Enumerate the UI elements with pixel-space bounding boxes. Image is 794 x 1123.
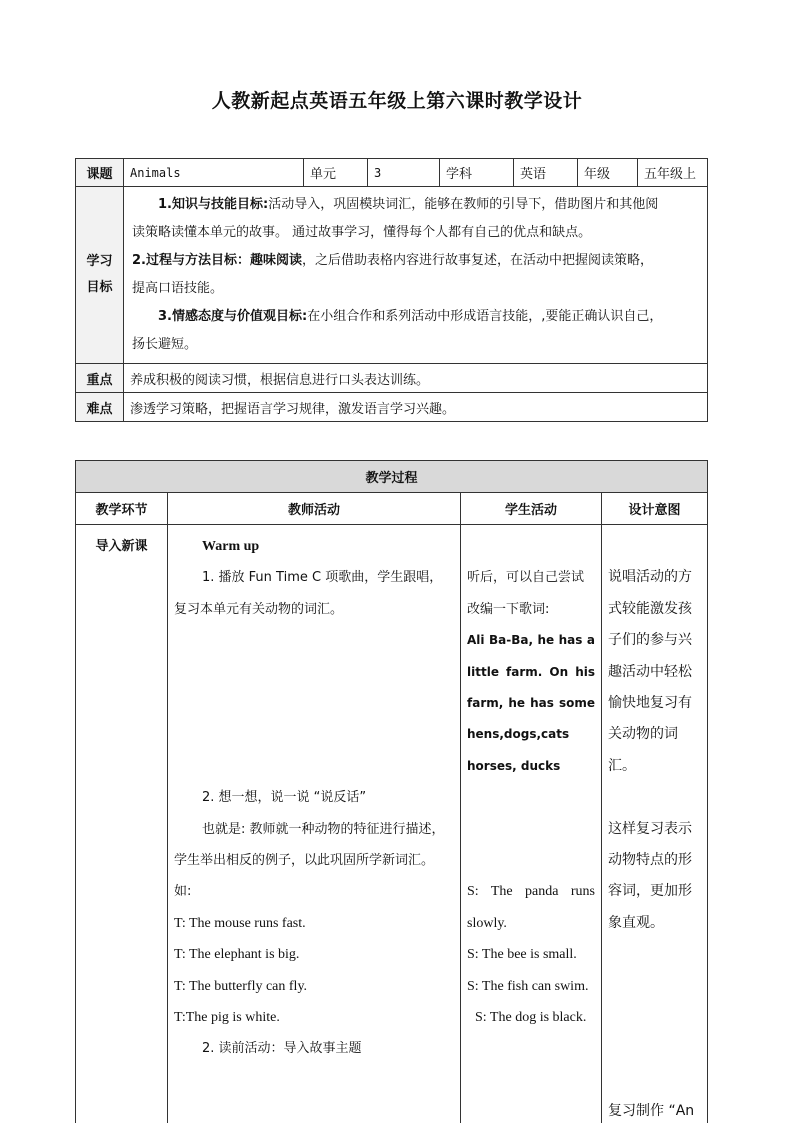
process-header: 教学过程	[76, 461, 708, 493]
goal-1	[132, 191, 699, 219]
difficulty-label: 难点	[76, 393, 124, 422]
grade-value: 五年级上	[638, 159, 708, 187]
intent-1: 说唱活动的方式较能激发孩子们的参与兴趣活动中轻松愉快地复习有关动物的词汇。	[608, 569, 692, 774]
teacher-line-1a: 1. 播放 Fun Time C 项歌曲，学生跟唱，	[202, 570, 443, 586]
grade-label: 年级	[578, 159, 638, 187]
student-line-1: 听后，可以自己尝试	[467, 570, 585, 586]
page-title: 人教新起点英语五年级上第六课时教学设计	[211, 90, 583, 112]
goal-3-cont: 扬长避短。	[132, 337, 198, 352]
subject-label: 学科	[440, 159, 514, 187]
student-line-6: S: The fish can swim.	[467, 978, 589, 994]
goal-3	[132, 303, 699, 331]
info-table	[75, 158, 708, 422]
teacher-line-8: T:The pig is white.	[174, 1010, 280, 1026]
col-intent: 设计意图	[602, 493, 708, 525]
teacher-line-9: 2. 读前活动：导入故事主题	[202, 1041, 362, 1057]
warm-up: Warm up	[202, 539, 260, 554]
key-value: 养成积极的阅读习惯，根据信息进行口头表达训练。	[124, 364, 708, 393]
col-teacher: 教师活动	[168, 493, 461, 525]
unit-label: 单元	[304, 159, 368, 187]
goal2-bold: 趣味阅读	[249, 253, 302, 268]
goal2-head: 2.过程与方法目标：	[132, 253, 250, 268]
student-lyrics: Ali Ba-Ba, he has a little farm. On his farm, he has some hens,dogs,cats horses, ducks	[467, 633, 595, 773]
teacher-line-6: T: The elephant is big.	[174, 947, 300, 963]
topic-label: 课题	[76, 159, 124, 187]
goals-label-line2: 目标	[86, 280, 113, 295]
subject-value: 英语	[514, 159, 578, 187]
teacher-line-5: T: The mouse runs fast.	[174, 915, 306, 931]
goal2-text-a: ，之后借助表格内容进行故事复述，在活动中把握阅读策略，	[302, 253, 654, 268]
student-activity	[461, 525, 602, 1123]
process-table	[75, 460, 708, 1123]
teacher-line-4: 如:	[174, 884, 192, 900]
goal-2-cont: 提高口语技能。	[132, 281, 224, 296]
student-line-7: S: The dog is black.	[475, 1010, 587, 1026]
intent-3: 复习制作 “An	[608, 1103, 695, 1120]
teacher-line-1b: 复习本单元有关动物的词汇。	[174, 601, 344, 617]
student-line-2: 改编一下歌词:	[467, 601, 550, 617]
col-stage: 教学环节	[76, 493, 168, 525]
teacher-line-7: T: The butterfly can fly.	[174, 978, 308, 994]
design-intent	[602, 525, 708, 1123]
student-line-5: S: The bee is small.	[467, 947, 577, 963]
teacher-line-2: 2. 想一想，说一说 “说反话”	[202, 790, 367, 806]
goals-label-line1: 学习	[86, 254, 113, 269]
topic-value: Animals	[124, 159, 304, 187]
goal3-head: 3.情感态度与价值观目标:	[158, 309, 308, 324]
goal1-head: 1.知识与技能目标:	[158, 197, 269, 212]
student-line-4: S: The panda runs slowly.	[467, 884, 595, 931]
stage-name: 导入新课	[76, 525, 168, 1123]
unit-value: 3	[368, 159, 440, 187]
teacher-line-3a: 也就是: 教师就一种动物的特征进行描述，	[202, 821, 445, 837]
goal-1-cont: 读策略读懂本单元的故事。 通过故事学习，懂得每个人都有自己的优点和缺点。	[132, 225, 592, 240]
goal3-text-a: 在小组合作和系列活动中形成语言技能，,要能正确认识自己，	[307, 309, 663, 324]
goals-label	[76, 187, 124, 364]
goal-2	[132, 247, 699, 275]
teacher-line-3b: 学生举出相反的例子，以此巩固所学新词汇。	[174, 852, 435, 868]
intent-2: 这样复习表示动物特点的形容词，更加形象直观。	[608, 820, 692, 931]
teacher-activity	[168, 525, 461, 1123]
goal1-text-a: 活动导入，巩固模块词汇，能够在教师的引导下，借助图片和其他阅	[268, 197, 659, 212]
learning-goals	[124, 187, 708, 364]
col-student: 学生活动	[461, 493, 602, 525]
difficulty-value: 渗透学习策略，把握语言学习规律，激发语言学习兴趣。	[124, 393, 708, 422]
key-label: 重点	[76, 364, 124, 393]
